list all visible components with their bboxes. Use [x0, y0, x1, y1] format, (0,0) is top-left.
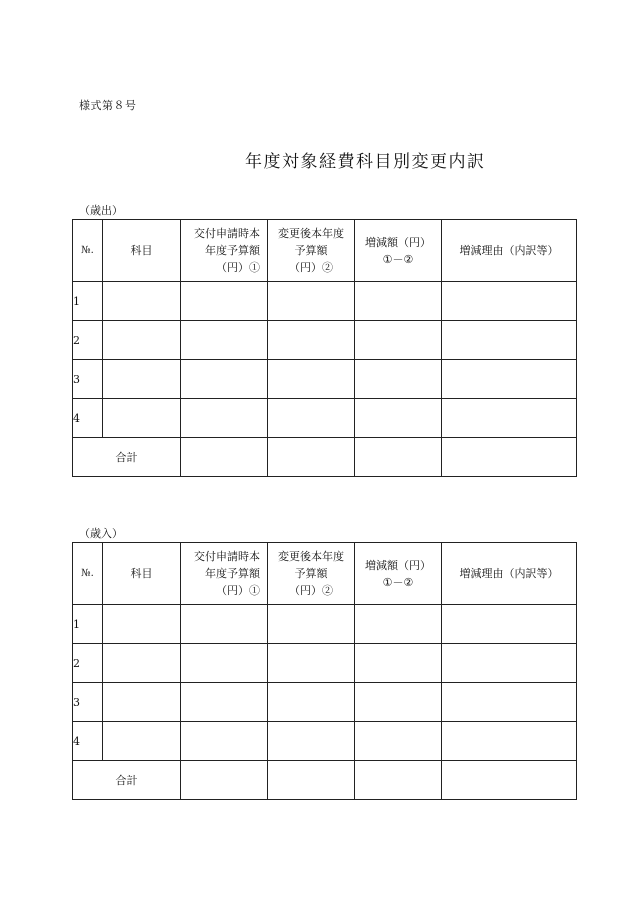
subject-cell[interactable]	[103, 683, 181, 722]
total-reason-cell[interactable]	[442, 438, 577, 477]
header-no: №.	[73, 220, 103, 282]
total-row	[73, 761, 577, 800]
total-budget-at-application-cell[interactable]	[181, 438, 268, 477]
budget-at-application-cell[interactable]	[181, 722, 268, 761]
header-budget-at-application	[181, 220, 268, 282]
change-amount-cell[interactable]	[355, 683, 442, 722]
budget-at-application-cell[interactable]	[181, 605, 268, 644]
table-header-row	[73, 543, 577, 605]
table-row	[73, 722, 577, 761]
budget-after-change-cell[interactable]	[268, 360, 355, 399]
row-number: 1	[73, 605, 103, 644]
header-line: 増減額（円）	[365, 235, 431, 249]
header-line: 交付申請時本	[194, 227, 260, 240]
budget-after-change-cell[interactable]	[268, 282, 355, 321]
budget-after-change-cell[interactable]	[268, 683, 355, 722]
header-subject: 科目	[103, 220, 181, 282]
row-number: 4	[73, 399, 103, 438]
change-amount-cell[interactable]	[355, 321, 442, 360]
reason-cell[interactable]	[442, 644, 577, 683]
budget-at-application-cell[interactable]	[181, 321, 268, 360]
document-title: 年度対象経費科目別変更内訳	[245, 152, 486, 172]
header-line: 増減額（円）	[365, 558, 431, 572]
budget-after-change-cell[interactable]	[268, 399, 355, 438]
header-change-amount	[355, 543, 442, 605]
change-amount-cell[interactable]	[355, 399, 442, 438]
header-budget-after-change	[268, 543, 355, 605]
header-reason: 増減理由（内訳等）	[442, 543, 577, 605]
change-amount-cell[interactable]	[355, 644, 442, 683]
header-line: ①－②	[382, 252, 414, 266]
header-line: （円）①	[216, 584, 260, 597]
reason-cell[interactable]	[442, 360, 577, 399]
total-change-amount-cell[interactable]	[355, 761, 442, 800]
revenue-table	[72, 542, 577, 800]
table-row	[73, 644, 577, 683]
reason-cell[interactable]	[442, 683, 577, 722]
budget-after-change-cell[interactable]	[268, 321, 355, 360]
header-line: 変更後本年度	[278, 550, 344, 563]
expenditure-section-label: （歳出）	[79, 204, 123, 217]
table-row	[73, 360, 577, 399]
change-amount-cell[interactable]	[355, 605, 442, 644]
header-line: 予算額	[294, 244, 328, 257]
change-amount-cell[interactable]	[355, 360, 442, 399]
total-label: 合計	[73, 438, 181, 477]
total-change-amount-cell[interactable]	[355, 438, 442, 477]
subject-cell[interactable]	[103, 282, 181, 321]
budget-at-application-cell[interactable]	[181, 360, 268, 399]
reason-cell[interactable]	[442, 722, 577, 761]
subject-cell[interactable]	[103, 360, 181, 399]
budget-after-change-cell[interactable]	[268, 644, 355, 683]
budget-at-application-cell[interactable]	[181, 399, 268, 438]
row-number: 2	[73, 644, 103, 683]
budget-at-application-cell[interactable]	[181, 282, 268, 321]
table-header-row	[73, 220, 577, 282]
header-reason: 増減理由（内訳等）	[442, 220, 577, 282]
reason-cell[interactable]	[442, 605, 577, 644]
change-amount-cell[interactable]	[355, 282, 442, 321]
header-budget-at-application	[181, 543, 268, 605]
header-change-amount	[355, 220, 442, 282]
budget-after-change-cell[interactable]	[268, 605, 355, 644]
reason-cell[interactable]	[442, 282, 577, 321]
table-row	[73, 683, 577, 722]
form-number: 様式第８号	[79, 99, 137, 112]
table-row	[73, 605, 577, 644]
row-number: 2	[73, 321, 103, 360]
total-reason-cell[interactable]	[442, 761, 577, 800]
row-number: 4	[73, 722, 103, 761]
subject-cell[interactable]	[103, 644, 181, 683]
total-label: 合計	[73, 761, 181, 800]
row-number: 3	[73, 683, 103, 722]
table-row	[73, 399, 577, 438]
budget-at-application-cell[interactable]	[181, 644, 268, 683]
reason-cell[interactable]	[442, 399, 577, 438]
subject-cell[interactable]	[103, 321, 181, 360]
change-amount-cell[interactable]	[355, 722, 442, 761]
budget-at-application-cell[interactable]	[181, 683, 268, 722]
header-line: 年度予算額	[205, 244, 260, 257]
header-budget-after-change	[268, 220, 355, 282]
budget-after-change-cell[interactable]	[268, 722, 355, 761]
header-line: （円）②	[289, 261, 333, 274]
revenue-section-label: （歳入）	[79, 527, 123, 540]
reason-cell[interactable]	[442, 321, 577, 360]
header-line: 予算額	[294, 567, 328, 580]
row-number: 1	[73, 282, 103, 321]
table-row	[73, 282, 577, 321]
row-number: 3	[73, 360, 103, 399]
header-line: （円）①	[216, 261, 260, 274]
subject-cell[interactable]	[103, 605, 181, 644]
total-budget-at-application-cell[interactable]	[181, 761, 268, 800]
total-budget-after-change-cell[interactable]	[268, 761, 355, 800]
header-line: （円）②	[289, 584, 333, 597]
header-line: 変更後本年度	[278, 227, 344, 240]
table-row	[73, 321, 577, 360]
total-row	[73, 438, 577, 477]
header-no: №.	[73, 543, 103, 605]
header-subject: 科目	[103, 543, 181, 605]
header-line: ①－②	[382, 575, 414, 589]
expenditure-table	[72, 219, 577, 477]
total-budget-after-change-cell[interactable]	[268, 438, 355, 477]
subject-cell[interactable]	[103, 399, 181, 438]
subject-cell[interactable]	[103, 722, 181, 761]
header-line: 交付申請時本	[194, 550, 260, 563]
header-line: 年度予算額	[205, 567, 260, 580]
